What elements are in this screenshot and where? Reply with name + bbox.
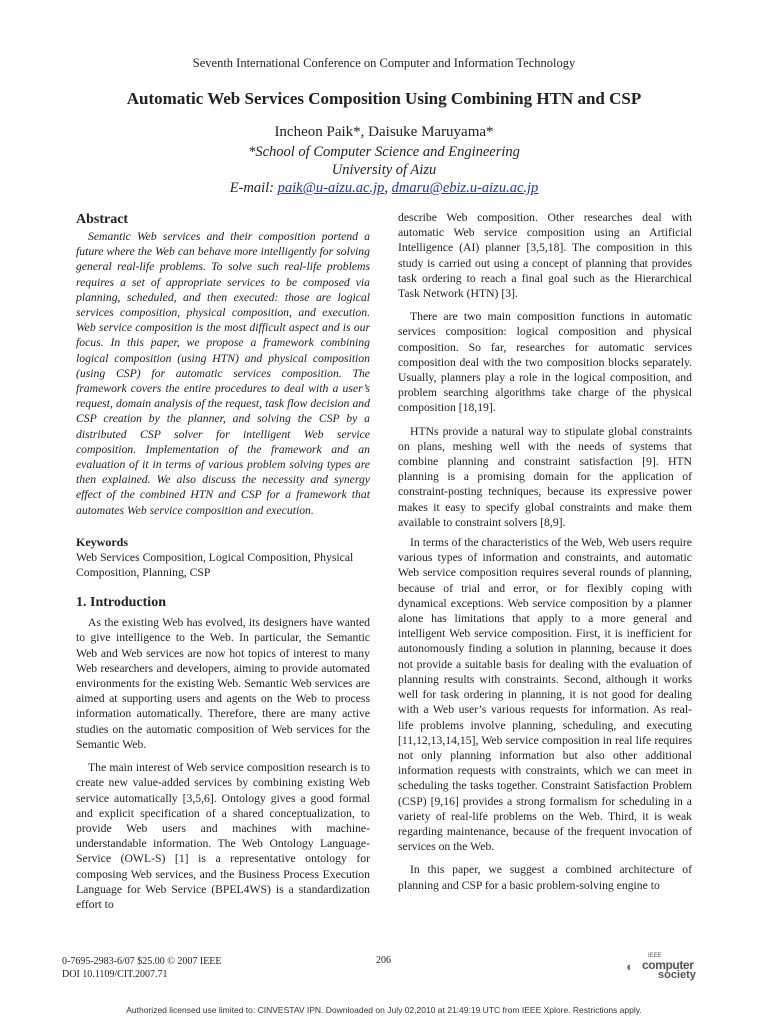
- abstract-heading: Abstract: [76, 212, 129, 227]
- body-paragraph: In terms of the characteristics of the Web, Web users require various types of information and constraints, and automatic Web service composition requires several rounds of planning, because of trial and error, or for flexibly coping with dynamical exceptions. Web service composition by a planner alone has limitations that apply to a more general and intelligent Web service composition. First, it is inefficient for autonomously finding a solution in planning, because it does not provide a suitable basis for dealing with the evaluation of planning results with constraints. Second, although it works well for task ordering in planning, it is not good for dealing with a Web user’s various requests for information. As real-life problems involve planning, scheduling, and executing [11,12,13,14,15], Web service composition in real life requires not only planning information but also other additional information requests with constraints, which we can meet in scheduling the tasks together. Constraint Satisfaction Problem (CSP) [9,16] provides a strong formalism for scheduling in a variety of real-life problems on the Web. Third, it is weak regarding maintenance, because of the frequent invocation of services on the Web.: [398, 536, 692, 854]
- keywords-heading: Keywords: [76, 534, 128, 549]
- body-paragraph: HTNs provide a natural way to stipulate global constraints on plans, meshing well with the needs of systems that combine planning and constraint satisfaction [9]. HTN planning is a promising domain for the application of constraint-posting techniques, because its expressive power makes it easy to specify global constraints and make them available to constraint solvers [8,9].: [398, 424, 692, 529]
- ieee-computer-society-logo: [626, 953, 716, 983]
- email-label: E-mail:: [229, 180, 278, 196]
- intro-paragraph: As the existing Web has evolved, its designers have wanted to give intelligence to the Web. In particular, the Semantic Web and Web services are now hot topics of interest to many Web researchers and developers, aiming to provide automated environments for the existing Web. Semantic Web services are aimed at supporting users and agents on the Web to process information automatically. Therefore, there are many active studies on the automatic composition of Web services for the Semantic Web.: [76, 616, 370, 751]
- footer-left: [62, 955, 222, 981]
- email-line: [0, 180, 768, 197]
- logo-swoosh-icon: ◐: [626, 959, 634, 974]
- conference-name: Seventh International Conference on Computer and Information Technology: [192, 56, 576, 70]
- license-notice: Authorized licensed use limited to: CINVESTAV IPN. Downloaded on July 02,2010 at 21:49:19 UTC from IEEE Xplore. Restrictions apply.: [126, 1005, 642, 1015]
- author-names: Incheon Paik*, Daisuke Maruyama*: [274, 124, 494, 140]
- intro-paragraph: The main interest of Web service composition research is to create new value-added services by combining existing Web service automatically [3,5,6]. Ontology gives a good formal and explicit specification of a shared conceptualization, to provide Web users and machines with machine-understandable information. The Web Ontology Language-Service (OWL-S) [1] is a representative ontology for composing Web services, and the Business Process Execution Language for Web Service (BPEL4WS) is a standardization effort to: [76, 761, 370, 911]
- page-number: 206: [376, 955, 391, 966]
- body-paragraph: describe Web composition. Other researches deal with automatic Web service composition using an Artificial Intelligence (AI) planner [3,5,18]. The composition in this study is carried out using a concept of planning that provides task ordering to reach a final goal such as the Hierarchical Task Network (HTN) [3].: [398, 211, 692, 301]
- email-link-dmaru[interactable]: dmaru@ebiz.u-aizu.ac.jp: [391, 180, 539, 196]
- logo-ieee-text: IEEE: [648, 953, 662, 959]
- email-separator: ,: [384, 180, 392, 196]
- body-paragraph: There are two main composition functions in automatic services composition: logical composition and physical composition. So far, researches for automatic services composition deal with the two composition blocks separately. Usually, planners play a role in the logical composition, and problem searching algorithms take charge of the physical composition [18,19].: [398, 310, 692, 415]
- logo-society-text: society: [658, 969, 696, 981]
- affiliation: *School of Computer Science and Engineering: [248, 144, 520, 160]
- isbn-line: 0-7695-2983-6/07 $25.00 © 2007 IEEE: [62, 956, 222, 967]
- abstract-body: Semantic Web services and their composition portend a future where the Web can behave more intelligently for solving general real-life problems. To solve such real-life problems requires a set of appropriate services to be composed via planning, scheduled, and then executed: those are logical services composition, physical composition, and execution. Web service composition is the most difficult aspect and is our focus. In this paper, we propose a framework combining logical composition (using HTN) and physical composition (using CSP) for automatic services composition. The framework covers the entire procedures to deal with a user’s request, domain analysis of the request, task flow decision and CSP creation by the planner, and solving the CSP by a distributed CSP solver for intelligent Web service composition. Implementation of the framework and an evaluation of it in terms of various problem solving types are then explained. We also discuss the necessity and synergy effect of the combined HTN and CSP for a framework that automates Web service composition and execution.: [76, 230, 370, 517]
- university: University of Aizu: [331, 162, 437, 178]
- introduction-heading: 1. Introduction: [76, 595, 166, 611]
- doi-line: DOI 10.1109/CIT.2007.71: [62, 969, 168, 980]
- logo-computer-text: computer: [642, 958, 694, 972]
- right-column: [398, 210, 692, 893]
- body-paragraph: In this paper, we suggest a combined architecture of planning and CSP for a basic problem-solving engine to: [398, 863, 692, 892]
- paper-title: Automatic Web Services Composition Using Combining HTN and CSP: [126, 89, 642, 108]
- keywords-body: Web Services Composition, Logical Composition, Physical Composition, Planning, CSP: [76, 550, 354, 580]
- email-link-paik[interactable]: paik@u-aizu.ac.jp: [277, 180, 385, 196]
- left-column: [76, 212, 370, 912]
